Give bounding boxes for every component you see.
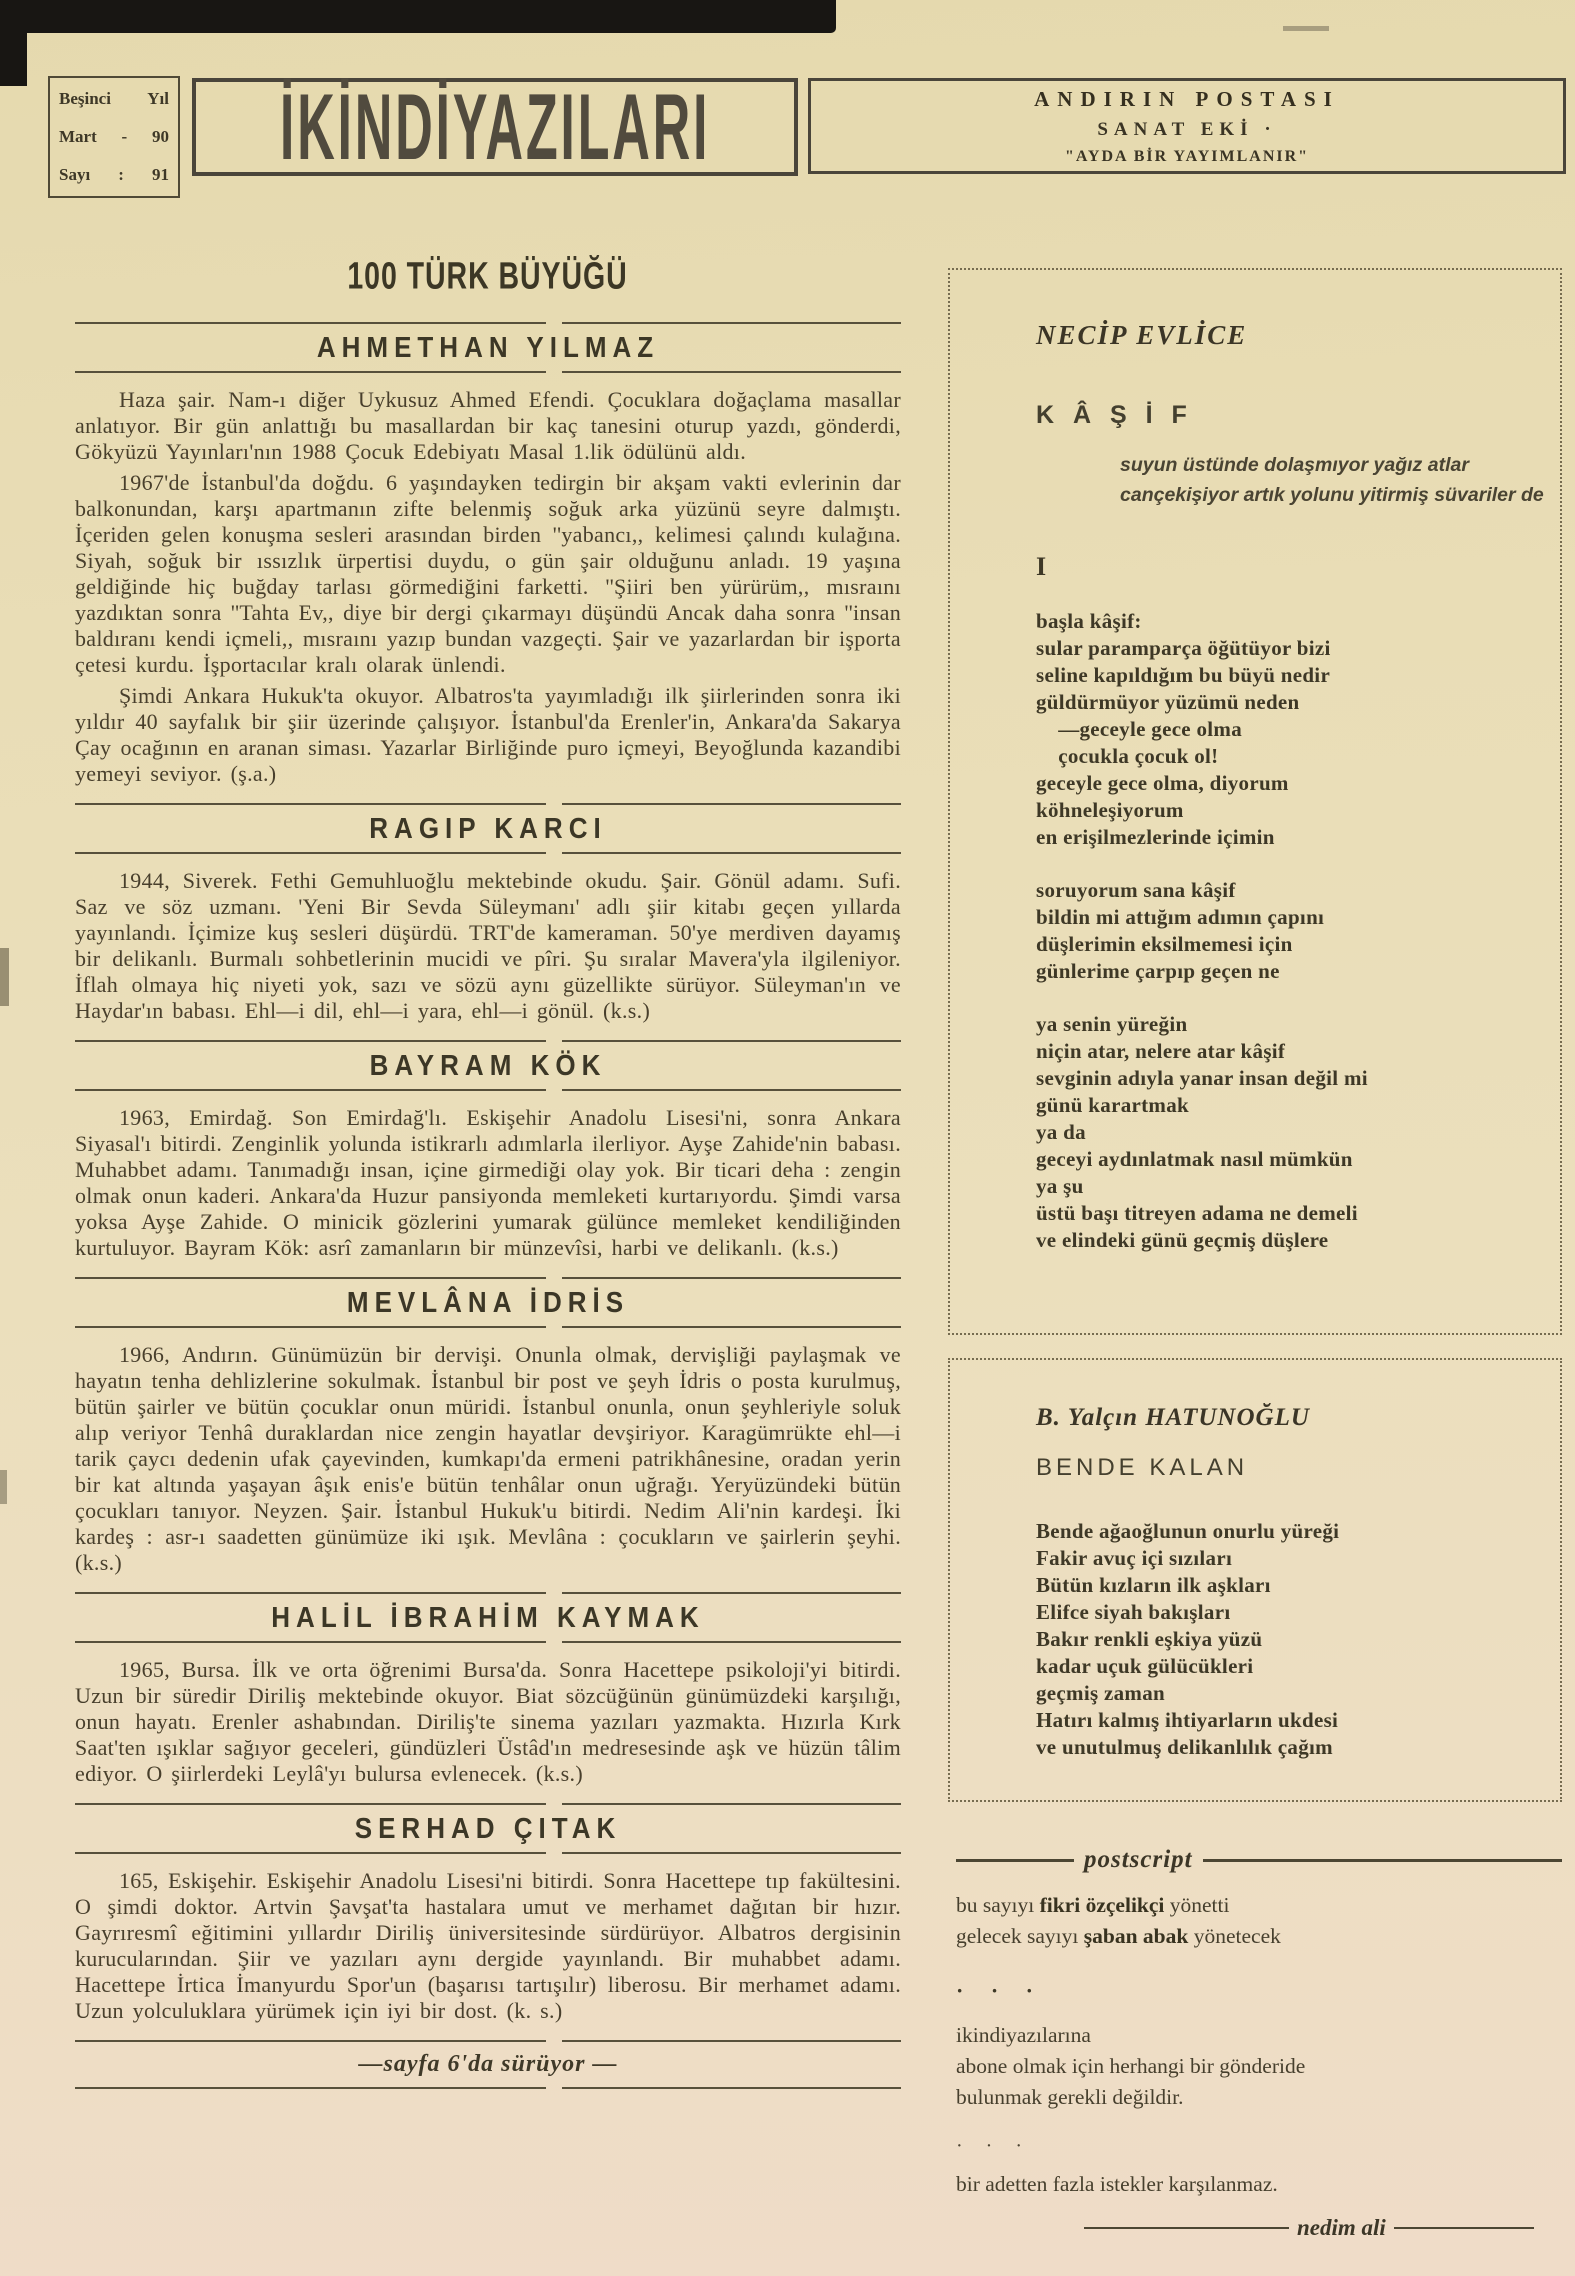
section-heading-text: MEVLÂNA İDRİS — [346, 1285, 630, 1319]
poem-line: Bende ağaoğlunun onurlu yüreği — [1036, 1519, 1340, 1543]
poem-epigraph — [1120, 450, 1544, 510]
section-heading-text: RAGIP KARCI — [369, 811, 607, 845]
issue-year-line: Beşinci Yıl — [59, 89, 169, 108]
footer-rule — [75, 2087, 901, 2089]
credit-pre: gelecek sayıyı — [956, 1924, 1084, 1948]
postscript-note: bir adetten fazla istekler karşılanmaz. — [956, 2172, 1278, 2196]
section-heading — [75, 1602, 901, 1633]
credit-name: şaban abak — [1083, 1924, 1189, 1948]
poem-line: kadar uçuk gülücükleri — [1036, 1654, 1254, 1678]
article-section — [75, 1592, 901, 1787]
page-title: 100 TÜRK BÜYÜĞÜ — [347, 255, 629, 298]
poem-title: BENDE KALAN — [1036, 1454, 1249, 1481]
poem-line: sular paramparça öğütüyor bizi — [1036, 636, 1331, 660]
scan-artifact-corner — [0, 0, 27, 86]
postscript-notes — [956, 2020, 1562, 2113]
section-heading — [75, 332, 901, 363]
poem-line: seline kapıldığım bu büyü nedir — [1036, 663, 1331, 687]
section-rule — [75, 1852, 901, 1854]
poem-line: Fakir avuç içi sızıları — [1036, 1546, 1233, 1570]
section-rule — [75, 322, 901, 324]
continuation-footer — [75, 2040, 901, 2089]
section-heading-text: SERHAD ÇITAK — [354, 1811, 622, 1845]
postscript-note: bulunmak gerekli değildir. — [956, 2085, 1184, 2109]
poem-line: Elifce siyah bakışları — [1036, 1600, 1231, 1624]
poetry-column — [948, 268, 1562, 2241]
poem-line: soruyorum sana kâşif — [1036, 878, 1236, 902]
poem-line: güldürmüyor yüzümü neden — [1036, 690, 1300, 714]
publisher-supplement: SANAT EKİ · — [1097, 118, 1277, 140]
credit-line — [956, 1890, 1562, 1921]
section-heading — [75, 1287, 901, 1318]
article-section — [75, 1277, 901, 1576]
poem-line: köhneleşiyorum — [1036, 798, 1184, 822]
credit-post: yönetecek — [1188, 1924, 1281, 1948]
postscript-credits — [956, 1890, 1562, 1952]
poem-line: ya da — [1036, 1120, 1086, 1144]
poem-line: ve unutulmuş delikanlılık çağım — [1036, 1735, 1333, 1759]
poem-line: günlerime çarpıp geçen ne — [1036, 959, 1280, 983]
epigraph-line: suyun üstünde dolaşmıyor yağız atlar — [1120, 454, 1469, 476]
postscript-note: abone olmak için herhangi bir gönderide — [956, 2054, 1306, 2078]
left-sections — [75, 322, 901, 2024]
section-heading-text: BAYRAM KÖK — [369, 1048, 607, 1082]
publisher-name: ANDIRIN POSTASI — [1034, 86, 1340, 111]
paragraph: 1966, Andırın. Günümüzün bir dervişi. Onunla olmak, dervişliği paylaşmak ve hayatın tenha dehlizlerine sokulmak. İstanbul bir post ve şeyh İdris o posta kurulmuş, bütün şairler ve bütün çocuklar onun müridi. İstanbul onunla, onun şeyhleriyle soluk alıp veriyor Tenhâ duraklardan nice zengin hayatlar devşiriyor. Karagümrükte ehl—i tarik çaycı dedenin ufak çayevinden, kumkapı'da ermeni patrikhânesine, oradan yerin bir kat altında yaşayan âşık enis'e bütün tenhâlar onun uğrağı. Yeryüzündeki bütün çocukları tanıyor. Neyzen. Şair. İstanbul Hukuk'u bitirdi. Nedim Ali'nin kardeşi. İki kardeş : asr-ı saadetten günümüze iki ışık. Mevlâna : çocukların ve şairlerin şeyhi. (k.s.) — [75, 1342, 901, 1575]
paragraph: 1944, Siverek. Fethi Gemuhluoğlu mektebinde okudu. Şair. Gönül adamı. Sufi. Saz ve söz uzmanı. 'Yeni Bir Sevda Süleymanı' adlı şiir kitabı geçen yıllarda yayınlandı. İçimize kuş sesleri düşürdü. TRT'de kameraman. 50'ye merdiven dayamış bir delikanlı. Burmalı sohbetlerinin mucidi ve pîri. Şu sıralar Mavera'yla ilgileniyor. İflah olmaya hiç niyeti yok, sazı ve sözü aynı güzellikte sürüyor. Süleyman'ın ve Haydar'ın babası. Ehl—i dil, ehl—i yara, ehl—i gönül. (k.s.) — [75, 868, 901, 1023]
section-rule — [75, 1803, 901, 1805]
section-rule — [75, 852, 901, 854]
paragraph: 1965, Bursa. İlk ve orta öğrenimi Bursa'da. Sonra Hacettepe psikoloji'yi bitirdi. Uzun bir süredir Diriliş mektebinde okuyor. Biat sözcüğünün günümüzdeki karşılığı, onun hayatı. Erenler ashabından. Diriliş'te sinema yazıları yazmakta. Hızırla Kırk Saat'ten ışıklar sağıyor geceleri, gündüzleri Üstâd'ın medresesinde aşk ve hüzün tâlim ediyor. O şiirlerdeki Leylâ'yı bulursa evlenecek. (k.s.) — [75, 1657, 901, 1786]
issue-month-line: Mart - 90 — [59, 127, 169, 146]
editor-signature: nedim ali — [1297, 2215, 1386, 2240]
postscript-block — [948, 1846, 1562, 2241]
poem-author: B. Yalçın HATUNOĞLU — [1036, 1404, 1310, 1431]
publisher-frequency: "AYDA BİR YAYIMLANIR" — [1064, 147, 1310, 165]
poem-line: çocukla çocuk ol! — [1036, 744, 1219, 768]
poem-line: Bütün kızların ilk aşkları — [1036, 1573, 1271, 1597]
poem-line: Hatırı kalmış ihtiyarların ukdesi — [1036, 1708, 1339, 1732]
poem2-lines — [1036, 1518, 1544, 1761]
article-section — [75, 322, 901, 787]
paragraph: 1967'de İstanbul'da doğdu. 6 yaşındayken tedirgin bir akşam vakti evlerinin dar balkonundan, karşı apartmanın zifte belenmiş soğuk arka yüzünü seyre dalmıştı. İçeriden gelen konuşma sesleri arasından birden ''yabancı,, kelimesi çalındı kulağına. Siyah, soğuk bir ıssızlık ürpertisi duydu, o gün şair olduğunu anladı. 19 yaşına geldiğinde hiç buğday tarlası görmediğini farketti. ''Şiiri ben yürürüm,, mısraını yazdıktan sonra ''Tahta Ev,, diye bir dergi çıkarmayı düşündü Ancak daha sonra ''insan baldıranı kendi içmeli,, mısraını yazıp bundan vazgeçti. Şair ve yazarlardan bir işporta çetesi kurdu. İşportacılar kralı olarak ünlendi. — [75, 470, 901, 677]
article-section — [75, 1040, 901, 1261]
credit-post: yönetti — [1164, 1893, 1230, 1917]
section-rule — [75, 1592, 901, 1594]
section-rule — [75, 371, 901, 373]
epigraph-line: cançekişiyor artık yolunu yitirmiş süvariler de — [1120, 484, 1544, 506]
issue-info-box — [48, 76, 180, 198]
poem-stanza — [1036, 877, 1544, 985]
logo-box — [192, 74, 798, 180]
poem-stanza — [1036, 1011, 1544, 1254]
poem-author: NECİP EVLİCE — [1036, 320, 1248, 350]
poem-kasif-box — [948, 268, 1562, 1335]
section-heading-text: AHMETHAN YILMAZ — [316, 330, 660, 364]
section-heading — [75, 1050, 901, 1081]
poem-stanzas — [1036, 608, 1544, 1254]
publisher-box — [808, 78, 1566, 174]
poem-line: —geceyle gece olma — [1036, 717, 1243, 741]
poem-line: ya senin yüreğin — [1036, 1012, 1188, 1036]
poem-line: günü karartmak — [1036, 1093, 1189, 1117]
main-column — [75, 238, 901, 2089]
poem-title: K Â Ş İ F — [1036, 401, 1193, 429]
footer-rule — [75, 2040, 901, 2042]
section-rule — [75, 1641, 901, 1643]
paragraph: 1963, Emirdağ. Son Emirdağ'lı. Eskişehir Anadolu Lisesi'ni, sonra Ankara Siyasal'ı bitirdi. Zenginlik yolunda istikrarlı adımlarla ilerliyor. Ayşe Zahide'nin babası. Muhabbet adamı. Tanımadığı insan, içine girmediği olay yok. Bir ticari deha : zengin olmak onun kaderi. Ankara'da Huzur pansiyonda memleketi kurtarıyordu. Şimdi varsa yoksa Ayşe Zahide. O minicik gözlerini yumarak gülünce memleket kendiliğinden kurtuluyor. Bayram Kök: asrî zamanların bir münzevîsi, harbi ve delikanlı. (k.s.) — [75, 1105, 901, 1260]
credit-pre: bu sayıyı — [956, 1893, 1040, 1917]
section-rule — [75, 803, 901, 805]
credit-line — [956, 1921, 1562, 1952]
poem-line: geceyi aydınlatmak nasıl mümkün — [1036, 1147, 1353, 1171]
magazine-logo: İKİNDİYAZILARI — [279, 74, 711, 180]
postscript-label: postscript — [1084, 1846, 1193, 1873]
poem-line: Bakır renkli eşkiya yüzü — [1036, 1627, 1263, 1651]
paragraph: 165, Eskişehir. Eskişehir Anadolu Lisesi'ni bitirdi. Sonra Hacettepe tıp fakültesini. O şimdi doktor. Artvin Şavşat'ta hastalara umut ve merhamet dağıtan bir hızır. Gayrıresmî eğitimini yıllardır Diriliş üniversitesinde sürdürüyor. Albatros dergisinin kurucularından. Şiir ve yazıları aynı dergide yayınlandı. Bir muhabbet adamı. Hacettepe İrtica İmanyurdu Spor'un (başarısı tartışılır) liberosu. Bir merhamet adamı. Uzun yolculuklara yürümek için iyi bir dost. (k. s.) — [75, 1868, 901, 2023]
section-heading — [75, 1813, 901, 1844]
article-section — [75, 1803, 901, 2024]
section-heading-text: HALİL İBRAHİM KAYMAK — [271, 1600, 705, 1634]
poem-stanza — [1036, 608, 1544, 851]
postscript-note: ikindiyazılarına — [956, 2023, 1091, 2047]
section-rule — [75, 1326, 901, 1328]
signature-line — [956, 2215, 1562, 2241]
poem-line: geçmiş zaman — [1036, 1681, 1165, 1705]
paragraph: Şimdi Ankara Hukuk'ta okuyor. Albatros'ta yayımladığı ilk şiirlerinden sonra iki yıldır 40 sayfalık bir şiir üzerinde çalışıyor. İstanbul'da Erenler'in, Ankara'da Sakarya Çay ocağının en aranan siması. Yazarlar Birliğinde puro içmeyi, Beyoğlunda kazandibi yemeyi seviyor. (ş.a.) — [75, 683, 901, 786]
paragraph: Haza şair. Nam-ı diğer Uykusuz Ahmed Efendi. Çocuklara doğaçlama masallar anlatıyor. Bir gün anlattığı bu masallardan bir kaç tanesini oturup yazdı, gönderdi, Gökyüzü Yayınları'nın 1988 Çocuk Edebiyatı Masal 1.lik ödülünü aldı. — [75, 387, 901, 464]
poem-section-numeral: I — [1036, 552, 1047, 581]
scan-artifact-edge-mark — [0, 948, 9, 1006]
scan-artifact-top-bar — [0, 0, 836, 33]
poem-line: ya şu — [1036, 1174, 1084, 1198]
postscript-rule — [956, 1846, 1562, 1874]
poem-line: üstü başı titreyen adama ne demeli — [1036, 1201, 1358, 1225]
poem-bende-kalan-box — [948, 1358, 1562, 1802]
poem-line: başla kâşif: — [1036, 609, 1142, 633]
poem-line: en erişilmezlerinde içimin — [1036, 825, 1275, 849]
scan-artifact-mark — [1283, 26, 1329, 31]
poem-line: düşlerimin eksilmemesi için — [1036, 932, 1293, 956]
article-section — [75, 803, 901, 1024]
poem-line: ve elindeki günü geçmiş düşlere — [1036, 1228, 1329, 1252]
poem-line: niçin atar, nelere atar kâşif — [1036, 1039, 1286, 1063]
dots-separator: · · · — [956, 1978, 1045, 2003]
section-rule — [75, 1040, 901, 1042]
poem-line: bildin mi attığım adımın çapını — [1036, 905, 1325, 929]
credit-name: fikri özçelikçi — [1039, 1893, 1165, 1917]
poem-line: sevginin adıyla yanar insan değil mi — [1036, 1066, 1368, 1090]
issue-number-line: Sayı : 91 — [59, 165, 169, 184]
continuation-note: —sayfa 6'da sürüyor — — [358, 2051, 618, 2077]
section-rule — [75, 1277, 901, 1279]
poem-line: geceyle gece olma, diyorum — [1036, 771, 1289, 795]
section-rule — [75, 1089, 901, 1091]
section-heading — [75, 813, 901, 844]
dots-separator: · · · — [956, 2135, 1031, 2157]
scan-artifact-edge-mark — [0, 1470, 7, 1504]
